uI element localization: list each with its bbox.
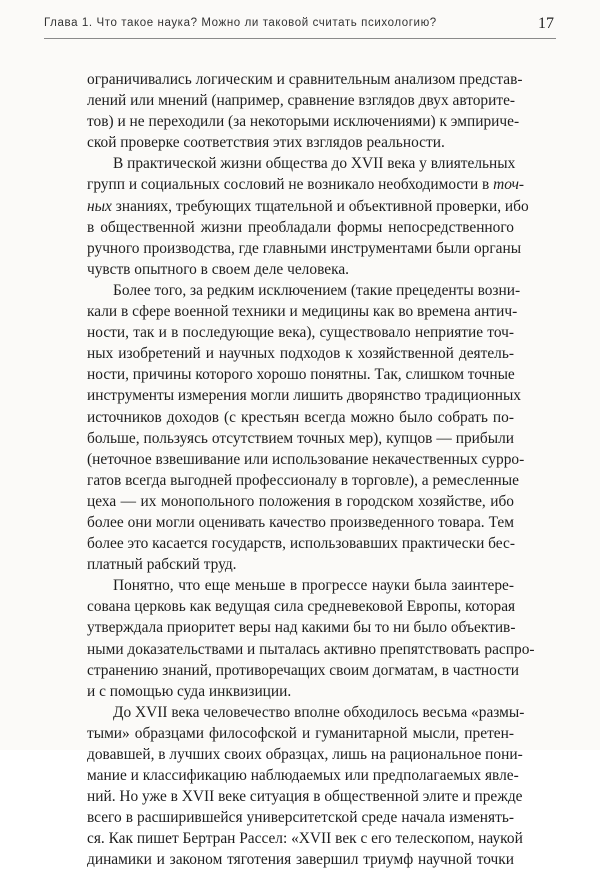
text-line: более это касается государств, использовавших практически бес- — [87, 535, 515, 553]
paragraph-2 — [87, 153, 529, 280]
text-line: в общественной жизни преобладали формы непосредственного — [87, 218, 514, 236]
page-number: 17 — [538, 15, 554, 32]
text-line: До XVII века человечество вполне обходилось весьма «размы- — [113, 703, 525, 721]
text-line: больше, пользуясь отсутствием точных мер), купцов — прибыли — [87, 429, 514, 447]
paragraph-4 — [87, 575, 535, 702]
text-line: ных изобретений и научных подходов к хозяйственной деятель- — [87, 345, 514, 363]
text-line: тов) и не переходили (за некоторыми исключениями) к эмпириче- — [87, 113, 520, 131]
text-line: более они могли оценивать качество произведенного товара. Тем — [87, 513, 514, 531]
text-line: платный рабский труд. — [87, 556, 237, 574]
text-line: инструменты измерения могли лишить дворянство традиционных — [87, 387, 521, 405]
text-line: ся. Как пишет Бертран Рассел: «XVII век с его телескопом, наукой — [87, 830, 523, 848]
paragraph-3 — [87, 280, 525, 575]
running-header — [44, 14, 556, 39]
paragraph-5 — [87, 702, 525, 871]
chapter-title: Глава 1. Что такое наука? Можно ли таковой считать психологию? — [44, 17, 437, 29]
text-line: ской проверке соответствия этих взглядов реальности. — [87, 134, 445, 152]
text-line: странению знаний, противоречащих своим догматам, в частности — [87, 661, 520, 679]
text-line: ности, причины которого хорошо понятны. Так, слишком точные — [87, 366, 515, 384]
paragraph-1 — [87, 69, 523, 153]
text-line: всего в расширившейся университетской среде начала изменять- — [87, 809, 514, 827]
text-line: тыми» образцами философской и гуманитарной мысли, претен- — [87, 724, 514, 742]
text-line: ности, так и в последующие века), существовало неприятие точ- — [87, 324, 514, 342]
text-line: сована церковь как ведущая сила средневековой Европы, которая — [87, 598, 516, 616]
text-line: лений или мнений (например, сравнение взглядов двух авторите- — [87, 92, 516, 110]
text-segment: знаниях, требующих тщательной и объективной проверки, ибо — [115, 197, 529, 215]
text-line — [87, 196, 529, 217]
text-line: гатов всегда выгодней профессионалу в торговле), а ремесленные — [87, 471, 519, 489]
text-line: довавшей, в лучших своих образцах, лишь на рациональное пони- — [87, 746, 523, 763]
italic-word: точ- — [493, 176, 525, 194]
text-line: ными доказательствами и пыталась активно препятствовать распро- — [87, 640, 535, 658]
text-segment: групп и социальных сословий не возникало необходимости в — [87, 176, 494, 194]
text-line: чувств опытного в своем деле человека. — [87, 260, 349, 278]
text-line: ний. Но уже в XVII веке ситуация в общественной элите и прежде — [87, 788, 523, 806]
text-line: В практической жизни общества до XVII века у влиятельных — [113, 155, 516, 173]
text-line: ограничивались логическим и сравнительным анализом представ- — [87, 71, 523, 88]
text-line: ручного производства, где главными инструментами были органы — [87, 239, 522, 257]
text-line: динамики и законом тяготения завершил триумф научной точки — [87, 851, 514, 869]
text-line — [87, 174, 525, 195]
text-line: и с помощью суда инквизиции. — [87, 682, 292, 700]
text-line: мание и классификацию наблюдаемых или предполагаемых явле- — [87, 767, 519, 785]
text-line: источников доходов (с крестьян всегда можно было собрать по- — [87, 408, 514, 426]
text-line: кали в сфере военной техники и медицины как во времена антич- — [87, 303, 518, 321]
italic-word: ных — [87, 197, 112, 215]
text-line: (неточное взвешивание или использование некачественных сурро- — [87, 450, 525, 468]
page-body — [87, 69, 535, 871]
text-line: утверждала приоритет веры над какими бы то ни было объектив- — [87, 619, 516, 637]
text-line: Понятно, что еще меньше в прогрессе науки была заинтере- — [113, 577, 514, 595]
text-line: Более того, за редким исключением (такие прецеденты возни- — [113, 281, 521, 299]
text-line: цеха — их монопольного положения в городском хозяйстве, ибо — [87, 492, 514, 510]
